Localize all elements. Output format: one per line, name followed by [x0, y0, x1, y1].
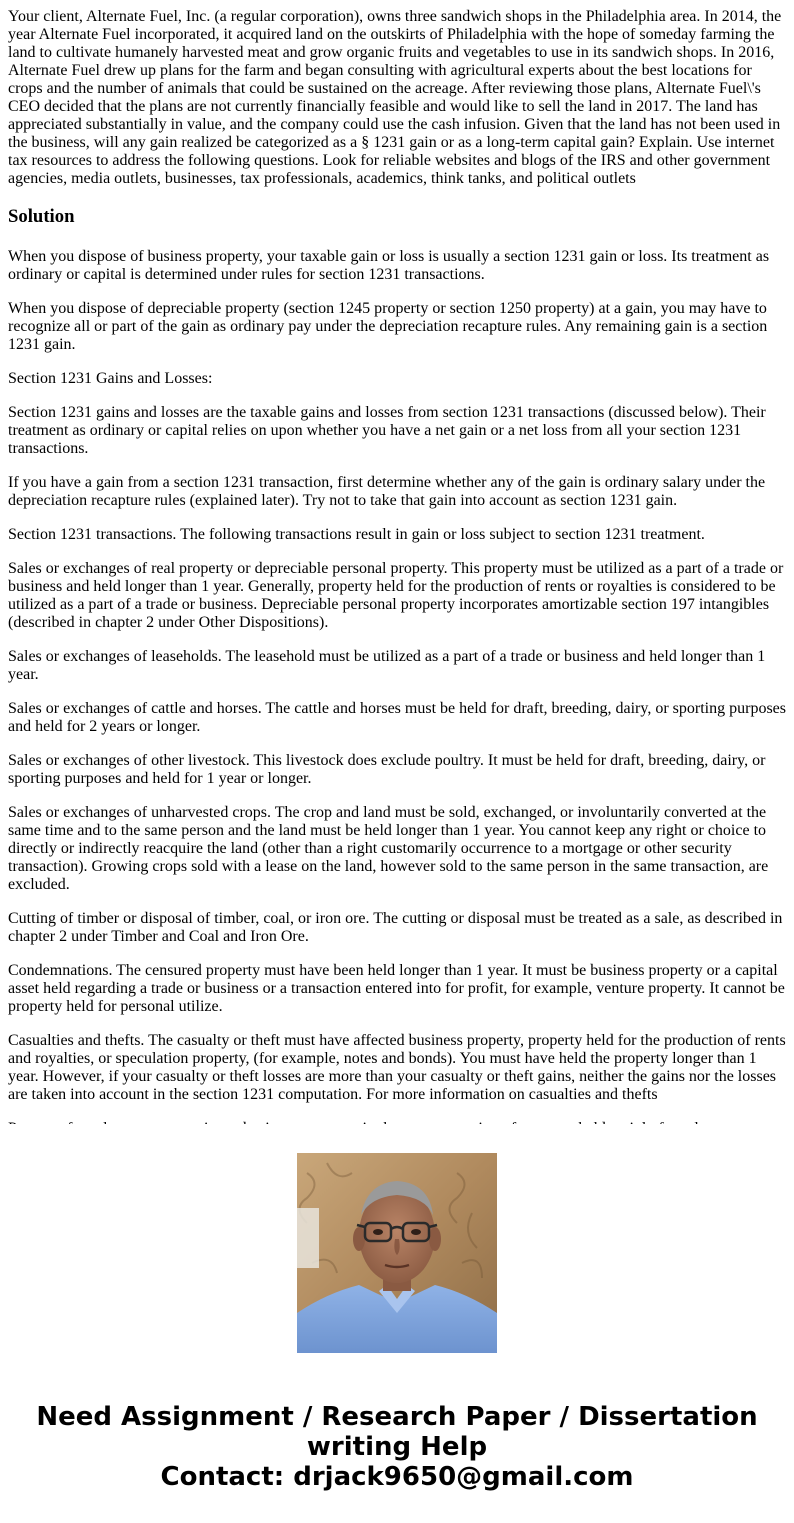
- solution-paragraph: Sales or exchanges of leaseholds. The leasehold must be utilized as a part of a trade or business and held longer than 1 year.: [8, 648, 766, 683]
- promo-banner: [0, 1124, 794, 1523]
- solution-heading: Solution: [8, 206, 75, 227]
- solution-paragraph: Casualties and thefts. The casualty or theft must have affected business property, property held for the production of rents and royalties, or speculation property, (for example, notes and bonds). You must have held the property longer than 1 year. However, if your casualty or theft losses are more than your casualty or theft gains, neither the gains nor the losses are taken into account in the section 1231 computation. For more information on casualties and thefts: [8, 1032, 786, 1103]
- solution-paragraph: Section 1231 transactions. The following transactions result in gain or loss subject to section 1231 treatment.: [8, 526, 705, 543]
- promo-contact: Contact: drjack9650@gmail.com: [160, 1462, 634, 1492]
- promo-line-1: Need Assignment / Research Paper / Dissertation: [36, 1402, 758, 1432]
- solution-paragraph: When you dispose of business property, your taxable gain or loss is usually a section 1231 gain or loss. Its treatment as ordinary or capital is determined under rules for section 1231 transactions.: [8, 248, 770, 283]
- portrait-photo: [297, 1153, 497, 1353]
- promo-line-2: writing Help: [306, 1432, 488, 1462]
- solution-paragraph: Section 1231 gains and losses are the taxable gains and losses from section 1231 transactions (discussed below). Their treatment as ordinary or capital relies on upon whether you have a net gain or a net loss from all your section 1231 transactions.: [8, 404, 766, 457]
- promo-text: [0, 1402, 794, 1492]
- solution-paragraph: Cutting of timber or disposal of timber, coal, or iron ore. The cutting or disposal must be treated as a sale, as described in chapter 2 under Timber and Coal and Iron Ore.: [8, 910, 783, 945]
- solution-paragraph: Sales or exchanges of real property or depreciable personal property. This property must be utilized as a part of a trade or business and held longer than 1 year. Generally, property held for the production of rents or royalties is considered to be utilized as a part of a trade or business. Depreciable personal property incorporates amortizable section 197 intangibles (described in chapter 2 under Other Dispositions).: [8, 560, 784, 631]
- article-body: [8, 8, 788, 1124]
- solution-paragraph: If you have a gain from a section 1231 transaction, first determine whether any of the gain is ordinary salary under the depreciation recapture rules (explained later). Try not to take that gain into account as section 1231 gain.: [8, 474, 766, 509]
- solution-paragraph: Sales or exchanges of cattle and horses. The cattle and horses must be held for draft, breeding, dairy, or sporting purposes and held for 2 years or longer.: [8, 700, 786, 735]
- solution-paragraph: Section 1231 Gains and Losses:: [8, 370, 213, 387]
- solution-paragraph: Sales or exchanges of unharvested crops. The crop and land must be sold, exchanged, or involuntarily converted at the same time and to the same person and the land must be held longer than 1 year. You cannot keep any right or choice to directly or indirectly reacquire the land (other than a right customarily occurrence to a mortgage or other security transaction). Growing crops sold with a lease on the land, however sold to the same person in the same transaction, are excluded.: [8, 804, 769, 893]
- solution-paragraph: Sales or exchanges of other livestock. This livestock does exclude poultry. It must be held for draft, breeding, dairy, or sporting purposes and held for 1 year or longer.: [8, 752, 766, 787]
- question-text: Your client, Alternate Fuel, Inc. (a regular corporation), owns three sandwich shops in the Philadelphia area. In 2014, the year Alternate Fuel incorporated, it acquired land on the outskirts of Philadelphia with the hope of someday farming the land to cultivate humanely harvested meat and grow organic fruits and vegetables to use in its sandwich shops. In 2016, Alternate Fuel drew up plans for the farm and began consulting with agricultural experts about the best locations for crops and the number of animals that could be sustained on the acreage. After reviewing those plans, Alternate Fuel\'s CEO decided that the plans are not currently financially feasible and would like to sell the land in 2017. The land has appreciated substantially in value, and the company could use the cash infusion. Given that the land has not been used in the business, will any gain realized be categorized as a § 1231 gain or as a long-term capital gain? Explain. Use internet tax resources to address the following questions. Look for reliable websites and blogs of the IRS and other government agencies, media outlets, businesses, tax professionals, academics, think tanks, and political outlets: [8, 8, 782, 187]
- avatar: [297, 1153, 497, 1353]
- solution-paragraph: Condemnations. The censured property must have been held longer than 1 year. It must be business property or a capital asset held regarding a trade or business or a transaction entered into for profit, for example, venture property. It cannot be property held for personal utilize.: [8, 962, 785, 1015]
- solution-paragraph: When you dispose of depreciable property (section 1245 property or section 1250 property) at a gain, you may have to recognize all or part of the gain as ordinary pay under the depreciation recapture rules. Any remaining gain is a section 1231 gain.: [8, 300, 768, 353]
